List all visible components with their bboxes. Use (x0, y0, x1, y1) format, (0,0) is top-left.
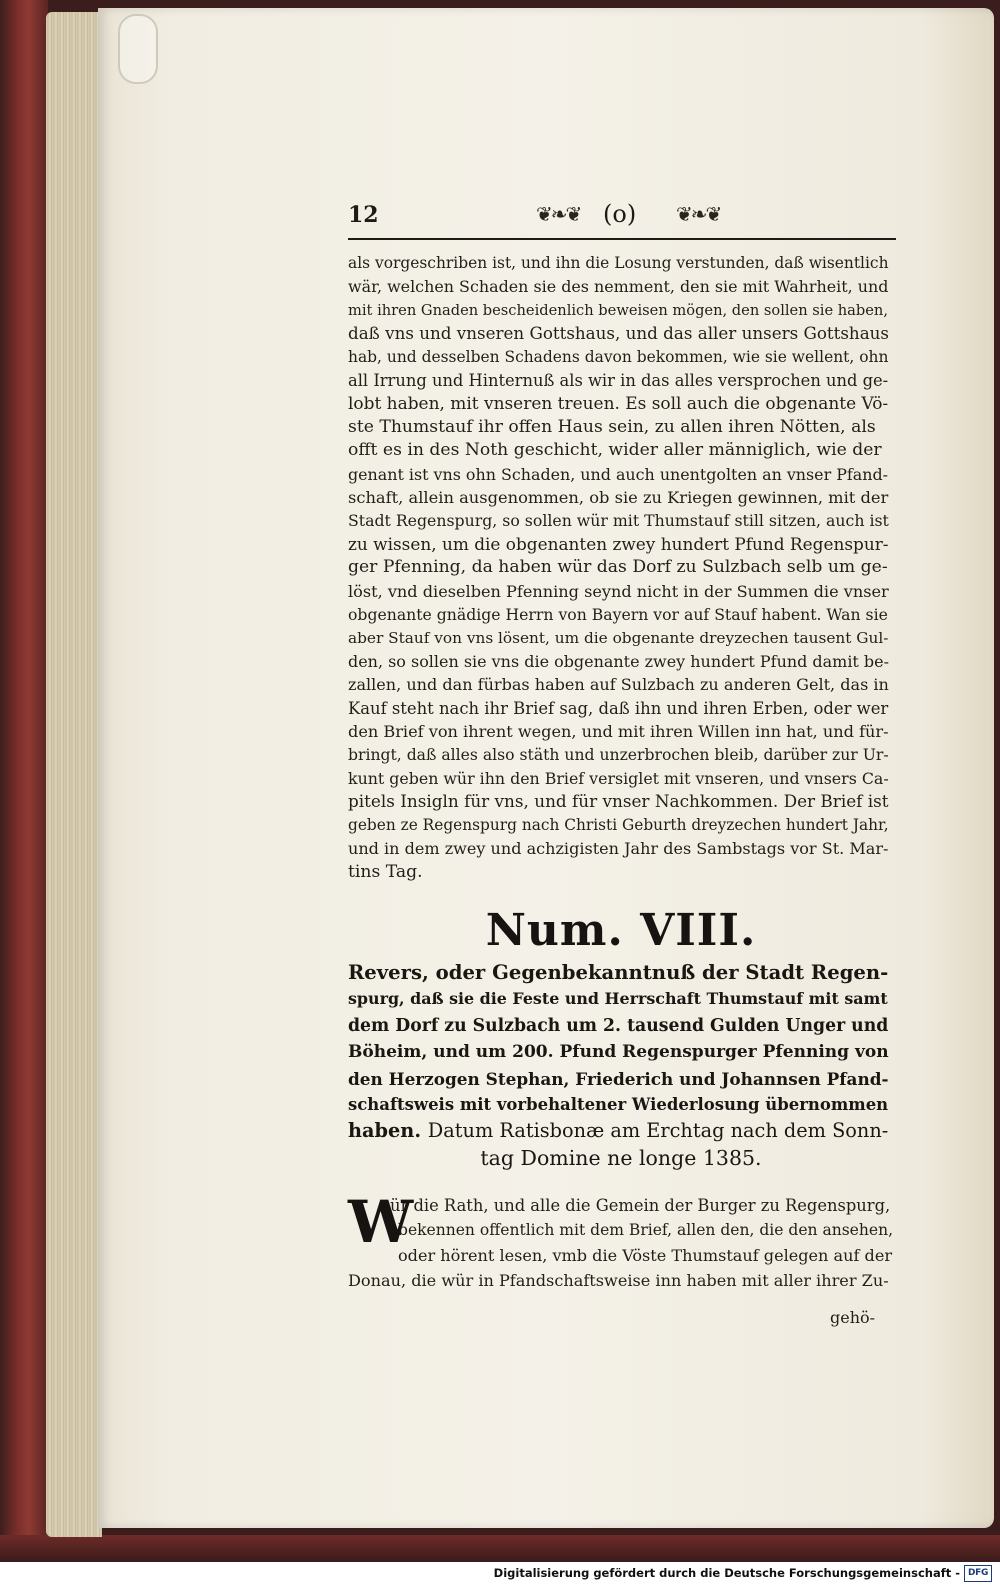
body-line: geben ze Regenspurg nach Christi Geburth dreyzechen hundert Jahr, (348, 815, 889, 834)
header-mark: (o) (603, 200, 637, 228)
body-line: genant ist vns ohn Schaden, und auch unentgolten an vnser Pfand- (348, 464, 888, 484)
caption-bold-word: haben. (348, 1119, 422, 1143)
caption-line: Böheim, und um 200. Pfund Regenspurger Pfenning von (348, 1042, 889, 1063)
dfg-logo: DFG (964, 1565, 992, 1582)
body-line: obgenante gnädige Herrn von Bayern vor auf Stauf habent. Wan sie (348, 605, 888, 625)
page-header (348, 200, 894, 240)
body-line: Stadt Regenspurg, so sollen wür mit Thumstauf still sitzen, auch ist (348, 511, 889, 531)
body-line: mit ihren Gnaden bescheidenlich beweisen mögen, den sollen sie haben, (348, 301, 888, 319)
left-ornament-icon: ❦❧❦ (536, 202, 581, 226)
body-line: zu wissen, um die obgenanten zwey hundert Pfund Regenspur- (348, 533, 889, 554)
section-caption (348, 960, 894, 1171)
letter-line: Donau, die wür in Pfandschaftsweise inn haben mit aller ihrer Zu- (348, 1271, 889, 1290)
body-line: löst, vnd dieselben Pfenning seynd nicht in der Summen die vnser (348, 581, 889, 601)
body-line: schaft, allein ausgenommen, ob sie zu Kriegen gewinnen, mit der (348, 488, 889, 508)
letter-opening (348, 1188, 894, 1293)
body-line: aber Stauf von vns lösent, um die obgenante dreyzechen tausent Gul- (348, 628, 889, 647)
catchword: gehö- (830, 1308, 876, 1327)
body-text (348, 252, 894, 884)
caption-line: dem Dorf zu Sulzbach um 2. tausend Gulden Unger und (348, 1015, 889, 1036)
header-rule (348, 238, 896, 240)
body-line: Kauf steht nach ihr Brief sag, daß ihn und ihren Erben, oder wer (348, 698, 889, 718)
body-line: zallen, und dan fürbas haben auf Sulzbach zu anderen Gelt, das in (348, 675, 889, 695)
body-line: den Brief von ihrent wegen, und mit ihren Willen inn hat, und für- (348, 722, 889, 742)
body-line: den, so sollen sie vns die obgenante zwey hundert Pfund damit be- (348, 651, 889, 671)
caption-latin-text: Datum Ratisbonæ am Erchtag nach dem Sonn- (427, 1119, 889, 1143)
body-line: hab, und desselben Schadens davon bekommen, wie sie wellent, ohn (348, 347, 889, 366)
body-line: wär, welchen Schaden sie des nemment, den sie mit Wahrheit, und (348, 277, 889, 297)
body-line: lobt haben, mit vnseren treuen. Es soll auch die obgenante Vö- (348, 393, 889, 414)
letter-line: bekennen offentlich mit dem Brief, allen den, die den ansehen, (398, 1221, 894, 1239)
body-line: als vorgeschriben ist, und ihn die Losung verstunden, daß wisentlich (348, 254, 889, 272)
book-cover-bottom (0, 1535, 1000, 1562)
body-line: ste Thumstauf ihr offen Haus sein, zu allen ihren Nötten, als (348, 416, 876, 437)
book-cover-spine (0, 0, 48, 1562)
body-line: daß vns und vnseren Gottshaus, und das aller unsers Gottshaus (348, 323, 890, 344)
section-heading: Num. VIII. (485, 905, 757, 956)
caption-lines (348, 960, 894, 1118)
body-line: pitels Insigln für vns, und für vnser Nachkommen. Der Brief ist (348, 791, 889, 812)
footer-bar (0, 1562, 1000, 1590)
body-line: bringt, daß alles also stäth und unzerbrochen bleib, darüber zur Ur- (348, 745, 889, 764)
caption-line (348, 1118, 894, 1144)
page-clip (118, 14, 158, 84)
right-ornament-icon: ❦❧❦ (676, 202, 721, 226)
letter-lines (348, 1188, 894, 1293)
letter-line: ür die Rath, und alle die Gemein der Burger zu Regenspurg, (390, 1196, 891, 1215)
page-number: 12 (348, 202, 379, 228)
body-line: offt es in des Noth geschicht, wider aller männiglich, wie der (348, 440, 882, 461)
caption-line: schaftsweis mit vorbehaltener Wiederlosung übernommen (348, 1095, 889, 1115)
body-line: kunt geben wür ihn den Brief versiglet mit vnseren, und vnsers Ca- (348, 768, 889, 788)
caption-final-line: tag Domine ne longe 1385. (480, 1145, 762, 1170)
drop-cap: W (348, 1188, 414, 1256)
caption-line: den Herzogen Stephan, Friederich und Johannsen Pfand- (348, 1068, 889, 1089)
caption-line: spurg, daß sie die Feste und Herrschaft Thumstauf mit samt (348, 989, 888, 1009)
body-line: tins Tag. (348, 861, 423, 882)
body-line: all Irrung und Hinternuß als wir in das alles versprochen und ge- (348, 371, 889, 391)
caption-line: Revers, oder Gegenbekanntnuß der Stadt Regen- (348, 961, 889, 984)
page-edges (46, 12, 102, 1537)
body-line: und in dem zwey und achzigisten Jahr des Sambstags vor St. Mar- (348, 839, 889, 859)
funding-credit: Digitalisierung gefördert durch die Deutsche Forschungsgemeinschaft - (493, 1566, 960, 1580)
letter-line: oder hörent lesen, vmb die Vöste Thumstauf gelegen auf der (398, 1246, 893, 1265)
body-line: ger Pfenning, da haben wür das Dorf zu Sulzbach selb um ge- (348, 557, 888, 578)
